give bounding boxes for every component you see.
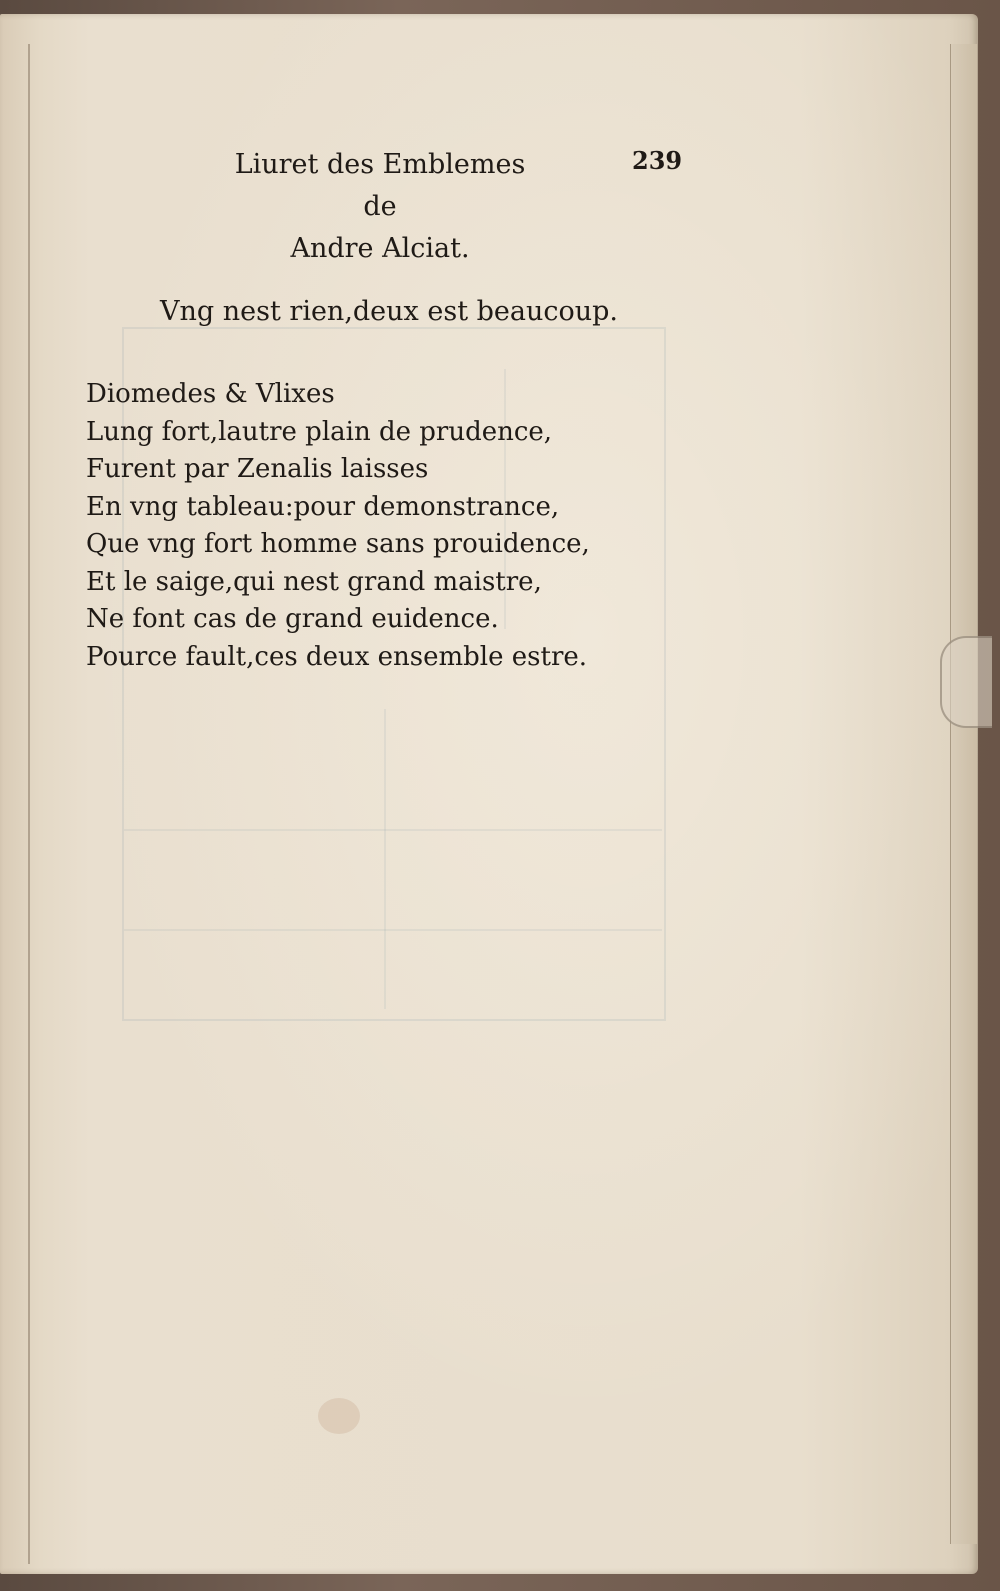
verse-line: Que vng fort homme sans prouidence,: [86, 529, 590, 559]
verse-line: Furent par Zenalis laisses: [86, 454, 429, 484]
verse-line: En vng tableau:pour demonstrance,: [86, 491, 560, 522]
running-head-line-2: Andre Alciat.: [290, 233, 470, 264]
paper-stain: [318, 1398, 360, 1434]
verse-line: Et le saige,qui nest grand maistre,: [86, 566, 542, 597]
running-head: [220, 144, 540, 270]
page-gutter: [28, 44, 30, 1564]
running-head-line-1: Liuret des Emblemes de: [234, 149, 526, 222]
emblem-verse: [86, 376, 590, 676]
verse-line: Diomedes & Vlixes: [86, 379, 335, 409]
emblem-motto: Vng nest rien,deux est beaucoup.: [160, 296, 619, 327]
verse-line: Pource fault,ces deux ensemble estre.: [86, 641, 588, 672]
page-number: 239: [632, 146, 683, 175]
page-edge: [950, 44, 977, 1544]
verse-line: Lung fort,lautre plain de prudence,: [86, 416, 553, 447]
page-tab: [940, 636, 992, 728]
verse-line: Ne font cas de grand euidence.: [86, 604, 499, 634]
